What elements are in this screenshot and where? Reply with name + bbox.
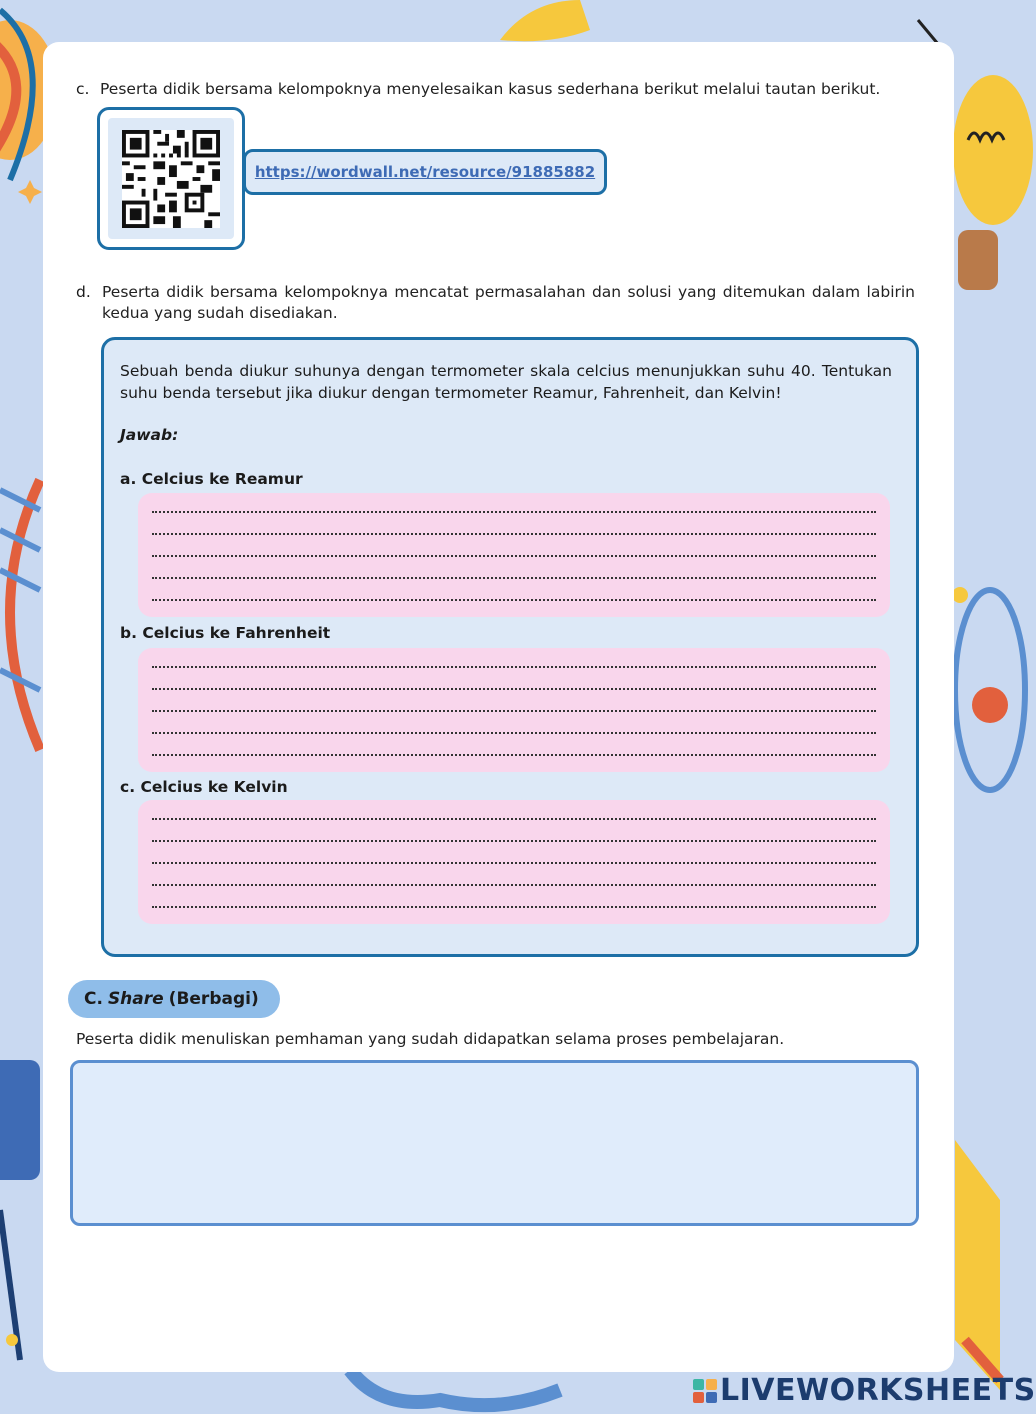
brand-name: LIVEWORKSHEETS [720, 1373, 1036, 1408]
answer-area-kelvin[interactable] [138, 800, 890, 924]
answer-line [152, 906, 876, 908]
answer-line [152, 511, 876, 513]
answer-line [152, 840, 876, 842]
answer-line [152, 818, 876, 820]
answer-line [152, 599, 876, 601]
dna-decoration [0, 470, 46, 760]
qr-code-frame [97, 107, 245, 250]
part-b-label: b. Celcius ke Fahrenheit [120, 624, 331, 642]
qr-code-image[interactable] [122, 130, 220, 228]
item-c-marker: c. [76, 80, 90, 98]
share-instruction: Peserta didik menuliskan pemhaman yang sudah didapatkan selama proses pembelajaran. [76, 1030, 785, 1048]
answer-line [152, 577, 876, 579]
atom-decoration [950, 570, 1000, 820]
part-a-label: a. Celcius ke Reamur [120, 470, 303, 488]
share-answer-box[interactable] [70, 1060, 919, 1226]
answer-label: Jawab: [120, 426, 179, 444]
answer-area-reamur[interactable] [138, 493, 890, 617]
answer-line [152, 688, 876, 690]
rocket-decoration [490, 0, 600, 45]
share-title-rest: (Berbagi) [168, 989, 259, 1009]
task-box [101, 337, 919, 957]
answer-area-fahrenheit[interactable] [138, 648, 890, 772]
wordwall-link[interactable]: https://wordwall.net/resource/91885882 [254, 163, 596, 181]
answer-line [152, 710, 876, 712]
item-d-marker: d. [76, 283, 91, 301]
answer-line [152, 754, 876, 756]
answer-line [152, 732, 876, 734]
answer-line [152, 555, 876, 557]
telescope-decoration [0, 1040, 46, 1360]
lightbulb-decoration [948, 20, 1000, 310]
goggles-decoration [340, 1370, 600, 1414]
answer-line [152, 884, 876, 886]
item-d-text: Peserta didik bersama kelompoknya mencatat permasalahan dan solusi yang ditemukan dalam labirin kedua yang sudah disediakan. [102, 283, 915, 322]
share-title-italic: Share [107, 989, 164, 1009]
liveworksheets-logo-icon [692, 1378, 718, 1404]
item-c-text: Peserta didik bersama kelompoknya menyelesaikan kasus sederhana berikut melalui tautan berikut. [100, 80, 881, 98]
answer-line [152, 862, 876, 864]
answer-line [152, 533, 876, 535]
liveworksheets-brand [692, 1373, 1036, 1408]
part-c-label: c. Celcius ke Kelvin [120, 778, 288, 796]
share-prefix: C. [84, 989, 103, 1009]
url-box [243, 149, 607, 195]
pencil-decoration [955, 1140, 1000, 1390]
share-section-heading [68, 980, 280, 1018]
question-text: Sebuah benda diukur suhunya dengan termometer skala celcius menunjukkan suhu 40. Tentukan suhu benda tersebut jika diukur dengan termometer Reamur, Fahrenheit, dan Kelvin! [120, 362, 892, 402]
answer-line [152, 666, 876, 668]
